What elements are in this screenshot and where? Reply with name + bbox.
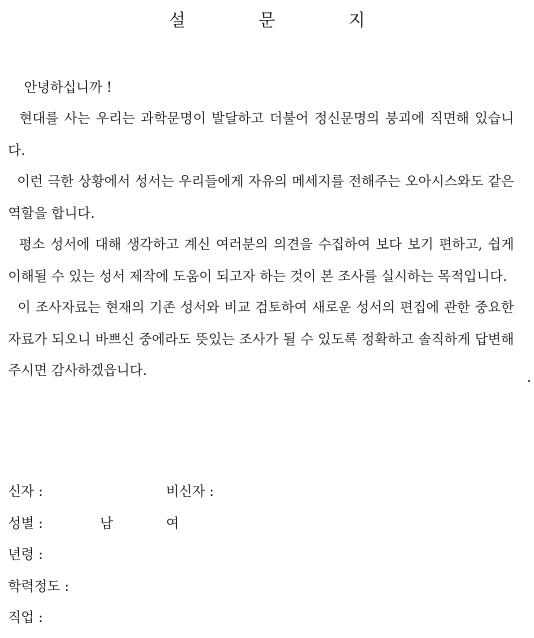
intro-paragraph: 평소 성서에 대해 생각하고 계신 여러분의 의견을 수집하여 보다 보기 편하고, 쉽게 이해될 수 있는 성서 제작에 도움이 되고자 하는 것이 본 조사를 실시하는 목적입니다.	[8, 237, 514, 285]
greeting: 안녕하십니까 !	[24, 80, 112, 96]
gender-female-option[interactable]: 여	[166, 515, 180, 532]
intro-body	[8, 104, 514, 388]
document-title: 설 문 지	[168, 11, 400, 31]
stray-mark	[528, 380, 530, 382]
education-field[interactable]: 학력정도 :	[8, 578, 70, 595]
intro-paragraph: 이런 극한 상황에서 성서는 우리들에게 자유의 메세지를 전해주는 오아시스와도 같은 역할을 합니다.	[8, 174, 514, 222]
gender-label: 성별 :	[8, 515, 43, 532]
age-field[interactable]: 년령 :	[8, 547, 43, 563]
intro-paragraph: 현대를 사는 우리는 과학문명이 발달하고 더불어 정신문명의 붕괴에 직면해 있습니다.	[8, 111, 514, 159]
occupation-field[interactable]: 직업 :	[8, 610, 43, 626]
intro-paragraph: 이 조사자료는 현재의 기존 성서와 비교 검토하여 새로운 성서의 편집에 관한 중요한 자료가 되오니 바쁘신 중에라도 뜻있는 조사가 될 수 있도록 정확하고 솔직하게 답변해 주시면 감사하겠읍니다.	[8, 300, 514, 379]
gender-male-option[interactable]: 남	[100, 515, 114, 532]
believer-field[interactable]: 신자 :	[8, 484, 43, 500]
nonbeliever-field[interactable]: 비신자 :	[166, 484, 214, 500]
